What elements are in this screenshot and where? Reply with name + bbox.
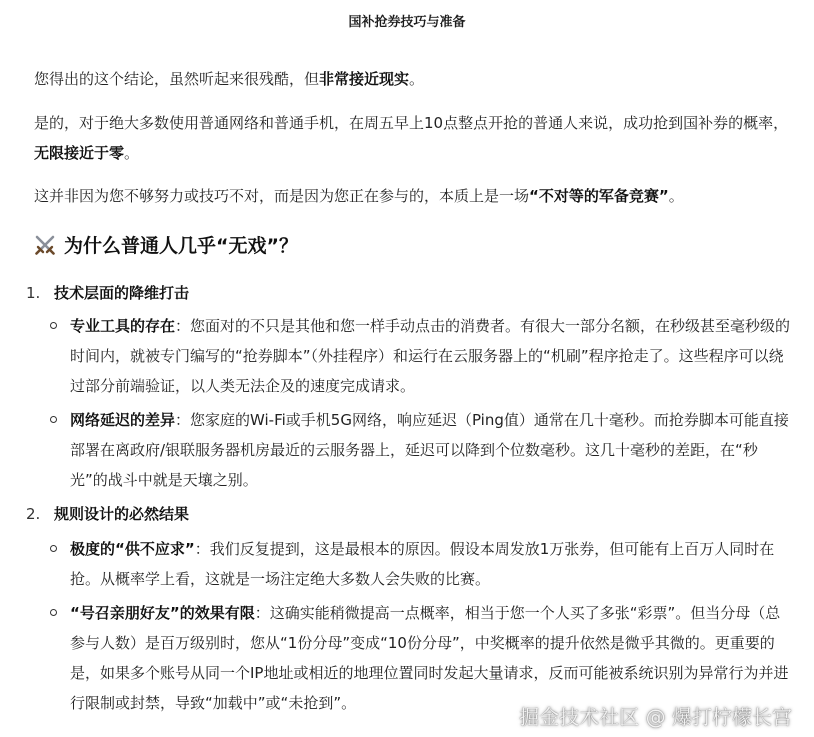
sub-list-item: “号召亲朋好友”的效果有限：这确实能稍微提高一点概率，相当于您一个人买了多张“彩票”。但当分母（总参与人数）是百万级别时，您从“1份分母”变成“10份分母”，中奖概率的提升依然是微乎其微的。更重要的是，如果多个账号从同一个IP地址或相近的地理位置同时发起大量请求，反而可能被系统识别为异常行为并进行限制或封禁，导致“加载中”或“未抢到”。 (34, 598, 794, 718)
sub-list-item: 网络延迟的差异：您家庭的Wi-Fi或手机5G网络，响应延迟（Ping值）通常在几十毫秒。而抢券脚本可能直接部署在离政府/银联服务器机房最近的云服务器上，延迟可以降到个位数毫秒。这几十毫秒的差距，在“秒光”的战斗中就是天壤之别。 (34, 405, 794, 495)
watermark: 掘金技术社区 @ 爆打柠檬长宫 (519, 705, 792, 729)
list-item-title: 规则设计的必然结果 (54, 505, 190, 523)
sub-list-item: 专业工具的存在：您面对的不只是其他和您一样手动点击的消费者。有很大一部分名额，在秒级甚至毫秒级的时间内，就被专门编写的“抢券脚本”（外挂程序）和运行在云服务器上的“机刷”程序抢走了。这些程序可以绕过部分前端验证，以人类无法企及的速度完成请求。 (34, 311, 794, 401)
list-item (26, 499, 794, 529)
circle-bullet-icon (50, 322, 57, 329)
sub-list (34, 311, 794, 495)
list-number: 1. (26, 284, 41, 302)
intro-paragraph-1: 您得出的这个结论，虽然听起来很残酷，但非常接近现实。 (34, 70, 425, 88)
section-heading-text: 为什么普通人几乎“无戏”？ (64, 235, 298, 257)
circle-bullet-icon (50, 416, 57, 423)
circle-bullet-icon (50, 609, 57, 616)
sub-list (34, 534, 794, 718)
page-title: 国补抢券技巧与准备 (348, 15, 466, 30)
list-item-title: 技术层面的降维打击 (54, 284, 190, 302)
intro-paragraph-3: 这并非因为您不够努力或技巧不对，而是因为您正在参与的，本质上是一场“不对等的军备竞赛”。 (34, 187, 684, 205)
article-body (26, 64, 794, 722)
intro-paragraph-2: 是的，对于绝大多数使用普通网络和普通手机，在周五早上10点整点开抢的普通人来说，成功抢到国补券的概率，无限接近于零。 (34, 114, 789, 162)
circle-bullet-icon (50, 545, 57, 552)
crossed-swords-icon (34, 233, 56, 255)
sub-list-item: 极度的“供不应求”：我们反复提到，这是最根本的原因。假设本周发放1万张券，但可能有上百万人同时在抢。从概率学上看，这就是一场注定绝大多数人会失败的比赛。 (34, 534, 794, 594)
list-number: 2. (26, 505, 41, 523)
list-item (26, 278, 794, 308)
section-heading (34, 229, 794, 263)
